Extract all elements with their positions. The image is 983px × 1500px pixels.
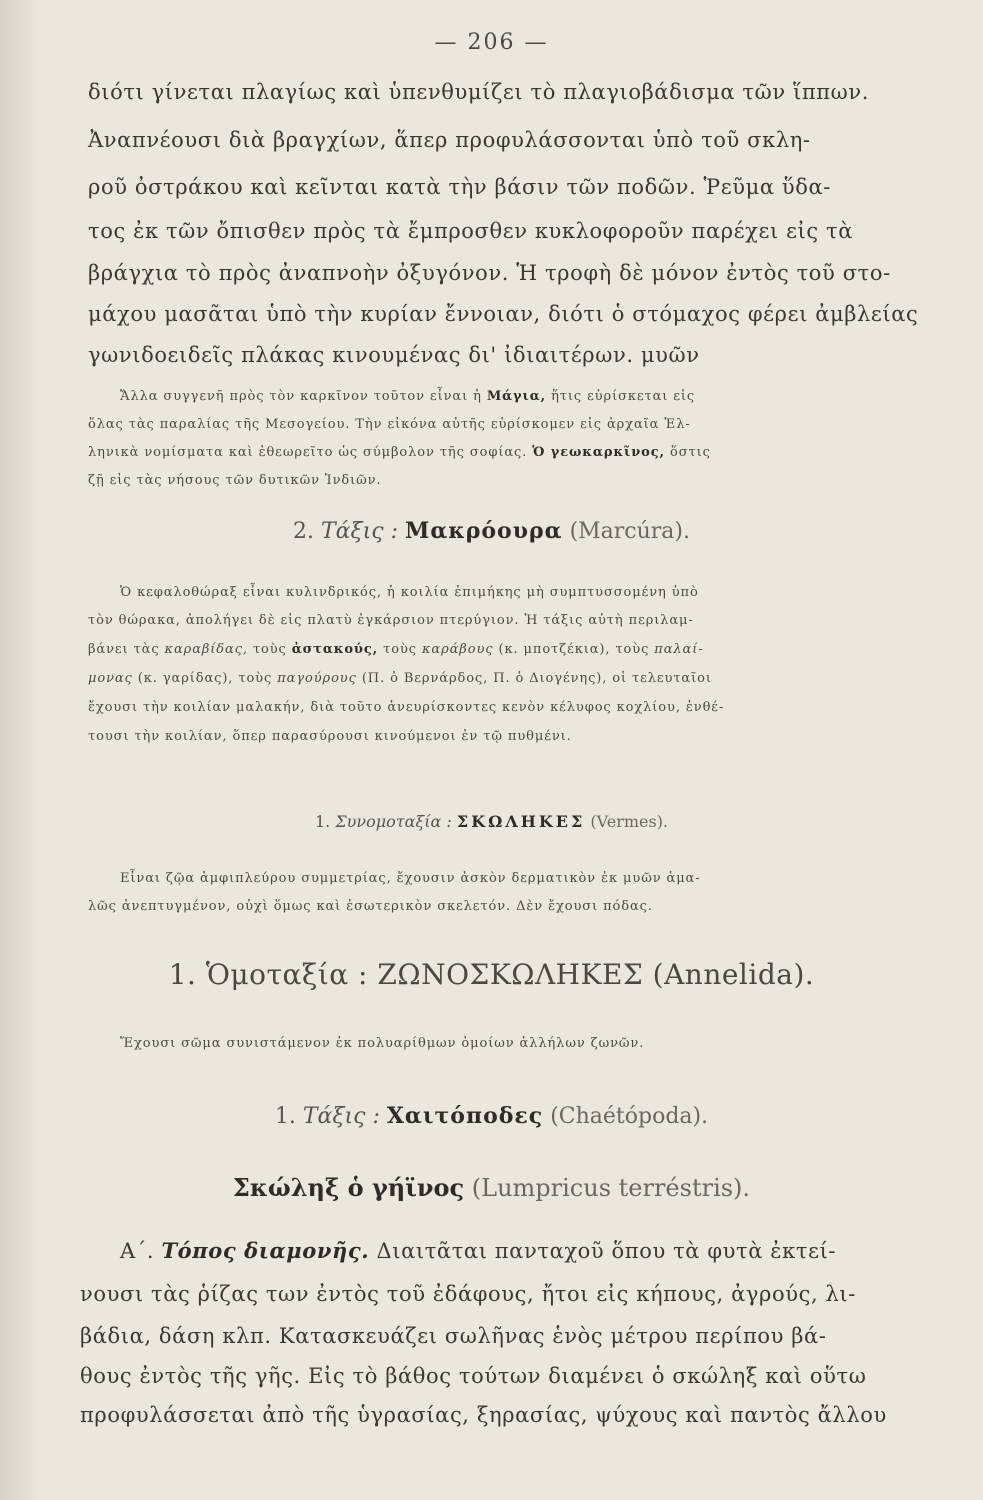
text-run: τοὺς — [247, 642, 292, 657]
text-line: νουσι τὰς ῥίζας των ἐντὸς τοῦ ἐδάφους, ἤτοι εἰς κήπους, ἀγρούς, λι- — [80, 1282, 856, 1306]
order-heading — [0, 518, 983, 544]
order-name: Χαιτόποδες — [386, 1103, 544, 1129]
text-line: προφυλάσσεται ἀπὸ τῆς ὑγρασίας, ξηρασίας, ψύχους καὶ παντὸς ἄλλου — [80, 1403, 887, 1427]
text-line: θους ἐντὸς τῆς γῆς. Εἰς τὸ βάθος τούτων διαμένει ὁ σκώληξ καὶ οὕτω — [80, 1364, 867, 1388]
text-run: Διαιτᾶται πανταχοῦ ὅπου τὰ φυτὰ ἐκτεί- — [369, 1239, 837, 1263]
heading-label: Συνομοταξία : — [335, 812, 452, 831]
order-name: Μακρόουρα — [404, 518, 563, 544]
text-line: διότι γίνεται πλαγίως καὶ ὑπενθυμίζει τὸ πλαγιοβάδισμα τῶν ἵππων. — [88, 80, 869, 104]
text-line — [88, 672, 712, 685]
species-latin-name: (Lumpricus terréstris). — [471, 1174, 751, 1202]
page-number: — 206 — — [434, 30, 549, 55]
text-run: Ἄλλα συγγενῆ πρὸς τὸν καρκῖνον τοῦτον εἶναι ἡ — [120, 389, 487, 404]
text-line: τος ἐκ τῶν ὄπισθεν πρὸς τὰ ἔμπροσθεν κυκλοφοροῦν παρέχει εἰς τὰ — [88, 219, 854, 243]
text-line: βάδια, δάση κλπ. Κατασκευάζει σωλῆνας ἑνὸς μέτρου περίπου βά- — [80, 1324, 827, 1348]
text-run: ἥτις εὑρίσκεται εἰς — [546, 389, 696, 404]
text-run: (κ. γαρίδας), τοὺς — [132, 671, 278, 686]
heading-number: 1. — [314, 812, 331, 831]
heading-label: Τάξις : — [320, 519, 398, 544]
section-letter: Α΄. — [120, 1239, 155, 1263]
term-astakous: ἀστακούς, — [291, 642, 379, 657]
section-title: Τόπος διαμονῆς. — [161, 1238, 370, 1263]
text-line: μάχου μασᾶται ὑπὸ τὴν κυρίαν ἔννοιαν, διότι ὁ στόμαχος φέρει ἀμβλείας — [88, 302, 919, 326]
class-paragraph: Ἔχουσι σῶμα συνιστάμενον ἐκ πολυαρίθμων ὁμοίων ἀλλήλων ζωνῶν. — [120, 1036, 645, 1051]
text-run: βάνει τὰς — [88, 642, 165, 657]
cohort-name: ΣΚΩΛΗΚΕΣ — [456, 812, 586, 831]
text-run: (κ. μποτζέκια), τοὺς — [493, 642, 655, 657]
text-line: Εἶναι ζῷα ἀμφιπλεύρου συμμετρίας, ἔχουσιν ἀσκὸν δερματικὸν ἐκ μυῶν ἁμα- — [120, 871, 701, 886]
text-run: (Π. ὁ Βερνάρδος, Π. ὁ Διογένης), οἱ τελευταῖοι — [356, 671, 712, 686]
text-line: βράγχια τὸ πρὸς ἀναπνοὴν ὀξυγόνον. Ἡ τροφὴ δὲ μόνον ἐντὸς τοῦ στο- — [88, 261, 891, 285]
text-line: ροῦ ὀστράκου καὶ κεῖνται κατὰ τὴν βάσιν τῶν ποδῶν. Ῥεῦμα ὕδα- — [88, 175, 831, 199]
heading-number: 2. — [292, 519, 314, 544]
text-line: τὸν θώρακα, ἀπολήγει δὲ εἰς πλατὺ ἐγκάρσιον πτερύγιον. Ἡ τάξις αὐτὴ περιλαμ- — [88, 613, 694, 628]
taxon-maja: Μάγια, — [486, 389, 547, 404]
text-line: λῶς ἀνεπτυγμένον, οὐχὶ ὅμως καὶ ἐσωτερικὸν σκελετόν. Δὲν ἔχουσι πόδας. — [88, 899, 653, 914]
text-line — [88, 446, 711, 459]
page-edge-shadow — [0, 0, 40, 1500]
term-palaimonas: μονας — [88, 671, 133, 686]
cohort-heading — [0, 812, 983, 831]
text-run: ληνικὰ νομίσματα καὶ ἐθεωρεῖτο ὡς σύμβολον τῆς σοφίας. — [88, 445, 533, 460]
text-line: ἔχουσι τὴν κοιλίαν μαλακήν, διὰ τοῦτο ἀνευρίσκοντες κενὸν κέλυφος κοχλίου, ἐνθέ- — [88, 700, 725, 715]
species-name: Σκώληξ ὁ γήϊνος — [232, 1173, 465, 1202]
class-heading: 1. Ὁμοταξία : ΖΩΝΟΣΚΩΛΗΚΕΣ (Annelida). — [168, 958, 815, 991]
taxon-geocarcinus: Ὁ γεωκαρκῖνος, — [532, 445, 665, 460]
text-line: τουσι τὴν κοιλίαν, ὅπερ παρασύρουσι κινούμενοι ἐν τῷ πυθμένι. — [88, 729, 572, 744]
text-line: ὅλας τὰς παραλίας τῆς Μεσογείου. Τὴν εἰκόνα αὐτῆς εὑρίσκομεν εἰς ἀρχαῖα Ἑλ- — [88, 417, 691, 432]
heading-number: 1. — [274, 1104, 296, 1129]
text-line — [120, 1240, 836, 1262]
text-line — [120, 390, 695, 403]
text-line — [88, 643, 704, 656]
text-line: ζῇ εἰς τὰς νήσους τῶν δυτικῶν Ἰνδιῶν. — [88, 473, 382, 488]
term-karavous: καράβους — [421, 642, 494, 657]
term-pagourous: παγούρους — [277, 671, 357, 686]
order2-heading — [0, 1103, 983, 1129]
text-run: τοὺς — [378, 642, 422, 657]
order-latin-name: (Marcúra). — [569, 519, 691, 544]
text-line: Ἀναπνέουσι διὰ βραγχίων, ἅπερ προφυλάσσονται ὑπὸ τοῦ σκλη- — [88, 128, 811, 152]
species-heading — [0, 1173, 983, 1202]
term-palaimonas: παλαί- — [654, 642, 704, 657]
order-latin-name: (Chaétópoda). — [550, 1104, 709, 1129]
text-line: γωνιδοειδεῖς πλάκας κινουμένας δι' ἰδιαιτέρων. μυῶν — [88, 343, 700, 367]
term-karavides: καραβίδας, — [164, 642, 248, 657]
heading-label: Τάξις : — [302, 1104, 380, 1129]
text-run: ὅστις — [664, 445, 711, 460]
text-line: Ὁ κεφαλοθώραξ εἶναι κυλινδρικός, ἡ κοιλία ἐπιμήκης μὴ συμπτυσσομένη ὑπὸ — [120, 585, 699, 600]
cohort-latin-name: (Vermes). — [590, 812, 669, 831]
